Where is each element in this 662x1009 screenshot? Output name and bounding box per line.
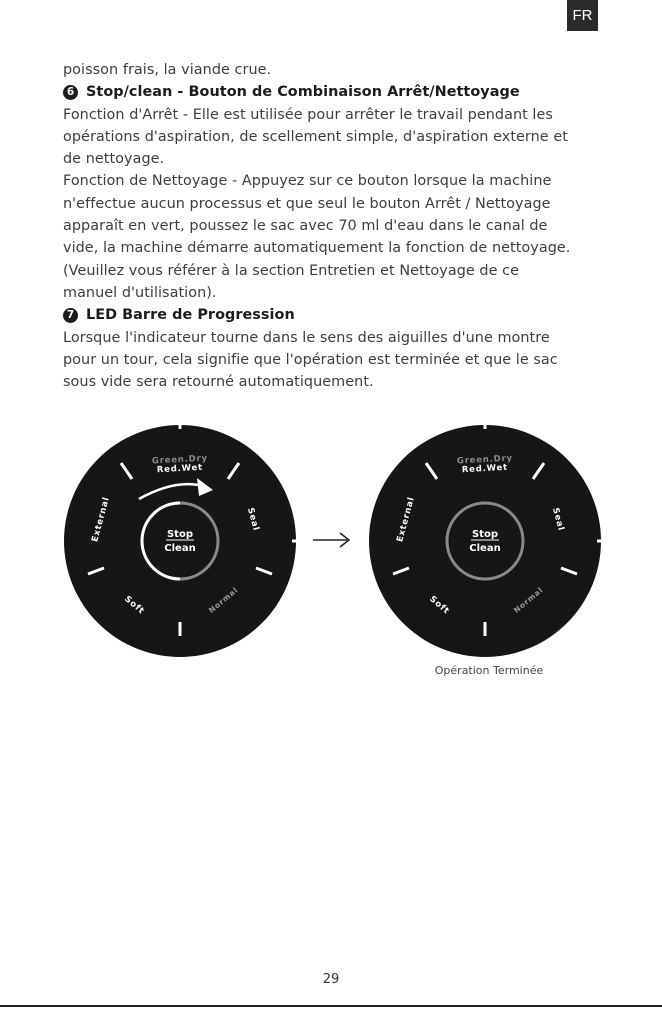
label-red-wet: Red.Wet: [156, 462, 204, 476]
label-external: External: [90, 495, 112, 544]
footer-rule: [0, 1005, 662, 1007]
paragraph-line: apparaît en vert, poussez le sac avec 70 ml d'eau dans le canal de: [63, 218, 548, 235]
section-number-badge: 6: [63, 85, 78, 100]
label-stop: Stop: [166, 529, 194, 540]
language-badge: FR: [567, 0, 598, 31]
label-soft: Soft: [427, 594, 452, 617]
label-red-wet: Red.Wet: [461, 462, 509, 476]
paragraph-line: sous vide sera retourné automatiquement.: [63, 374, 374, 391]
control-dial-in-progress: [63, 424, 297, 658]
paragraph-line: pour un tour, cela signifie que l'opération est terminée et que le sac: [63, 351, 558, 368]
label-stop: Stop: [471, 529, 499, 540]
paragraph-line: de nettoyage.: [63, 151, 165, 168]
transition-arrow-icon: [311, 530, 353, 550]
paragraph-line: Fonction de Nettoyage - Appuyez sur ce bouton lorsque la machine: [63, 173, 552, 190]
section-number-badge: 7: [63, 308, 78, 323]
label-normal: Normal: [511, 585, 545, 615]
control-dial-finished: [368, 424, 602, 658]
label-external: External: [395, 495, 417, 544]
label-clean: Clean: [469, 543, 501, 554]
paragraph-line: n'effectue aucun processus et que seul le bouton Arrêt / Nettoyage: [63, 195, 551, 212]
section-7-heading: [63, 304, 603, 326]
section-title: LED Barre de Progression: [86, 307, 295, 324]
paragraph-line: (Veuillez vous référer à la section Entretien et Nettoyage de ce: [63, 262, 520, 279]
label-clean: Clean: [164, 543, 196, 554]
section-title: Stop/clean - Bouton de Combinaison Arrêt/Nettoyage: [86, 84, 520, 101]
paragraph-line: Fonction d'Arrêt - Elle est utilisée pour arrêter le travail pendant les: [63, 106, 553, 123]
label-seal: Seal: [550, 506, 566, 533]
paragraph-line: poisson frais, la viande crue.: [63, 62, 272, 78]
section-6-heading: [63, 81, 603, 103]
label-soft: Soft: [122, 594, 147, 617]
label-normal: Normal: [206, 585, 240, 615]
label-green-dry: Green.Dry: [151, 453, 209, 467]
paragraph-line: manuel d'utilisation).: [63, 284, 217, 301]
paragraph-line: Lorsque l'indicateur tourne dans le sens des aiguilles d'une montre: [63, 329, 550, 346]
label-seal: Seal: [245, 506, 261, 533]
page-number: 29: [322, 972, 340, 987]
paragraph-line: vide, la machine démarre automatiquement la fonction de nettoyage.: [63, 240, 571, 257]
body-text: [63, 59, 603, 393]
label-green-dry: Green.Dry: [456, 453, 514, 467]
paragraph-line: opérations d'aspiration, de scellement simple, d'aspiration externe et: [63, 128, 568, 145]
diagram-caption: Opération Terminée: [434, 664, 544, 677]
